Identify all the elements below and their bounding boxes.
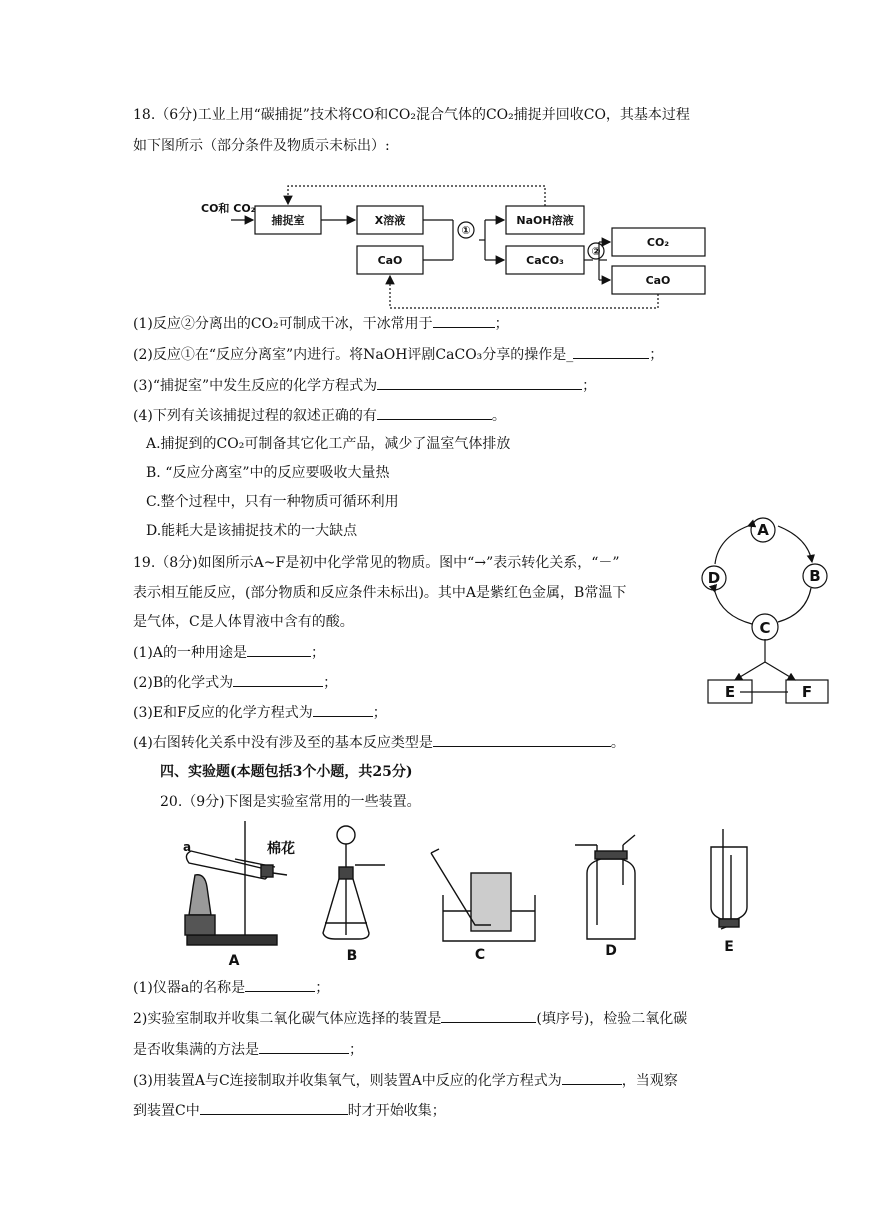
q20-answer-blank-1[interactable] (245, 977, 315, 992)
q18-option-b: B. “反应分离室”中的反应要吸收大量热 (146, 465, 390, 481)
capture-chamber-label: 捕捉室 (271, 214, 305, 227)
q19-part1: (1)A的一种用途是 ； (133, 642, 325, 663)
q18-part2: (2)反应①在“反应分离室”内进行。将NaOH评剧CaCO₃分享的操作是_ ； (133, 344, 663, 365)
q19-answer-blank-2[interactable] (233, 672, 323, 687)
node-e-label: E (724, 683, 736, 701)
step1-label: ① (461, 224, 471, 237)
node-d-label: D (707, 569, 721, 587)
apparatus-c (431, 849, 535, 941)
node-c-label: C (759, 619, 771, 637)
q20-part1: (1)仪器a的名称是 ； (133, 977, 329, 998)
q18-option-c: C.整个过程中，只有一种物质可循环利用 (146, 494, 399, 510)
x-solution-label: X溶液 (374, 214, 406, 227)
q19-stem-line1: 19.（8分)如图所示A~F是初中化学常见的物质。图中“→”表示转化关系，“－” (133, 555, 620, 571)
apparatus-b-label: B (346, 948, 358, 964)
carbon-capture-flow-diagram (195, 180, 715, 315)
co2-output-label: CO₂ (646, 236, 670, 249)
q20-part2-line1: 2)实验室制取并收集二氧化碳气体应选择的装置是 (填序号)，检验二氧化碳 (133, 1008, 687, 1029)
node-f-label: F (801, 683, 813, 701)
q18-option-d: D.能耗大是该捕捉技术的一大缺点 (146, 523, 358, 539)
q19-part4: (4)右图转化关系中没有涉及至的基本反应类型是 。 (133, 732, 625, 753)
lab-apparatus-figure (175, 815, 760, 970)
q20-part3-line1: (3)用装置A与C连接制取并收集氧气，则装置A中反应的化学方程式为 ，当观察 (133, 1070, 678, 1091)
cotton-label: 棉花 (267, 841, 295, 857)
q20-answer-blank-5[interactable] (200, 1100, 348, 1115)
apparatus-d-label: D (605, 943, 617, 959)
apparatus-e-label: E (724, 939, 734, 955)
q19-answer-blank-4[interactable] (433, 732, 611, 747)
input-gas-label: CO和 CO₂ (201, 202, 256, 215)
node-a-label: A (757, 521, 769, 539)
q20-answer-blank-4[interactable] (562, 1070, 622, 1085)
substance-relation-diagram (700, 512, 835, 707)
cao-left-label: CaO (377, 254, 403, 267)
apparatus-c-label: C (474, 947, 486, 963)
node-b-label: B (809, 567, 821, 585)
q18-answer-blank-3[interactable] (377, 375, 582, 390)
section-4-heading: 四、实验题(本题包括3个小题，共25分) (160, 764, 413, 780)
q18-answer-blank-2[interactable] (573, 344, 649, 359)
q19-part2: (2)B的化学式为 ； (133, 672, 337, 693)
q18-part4: (4)下列有关该捕捉过程的叙述正确的有 。 (133, 405, 506, 426)
q18-part1: (1)反应②分离出的CO₂可制成干冰，干冰常用于 ； (133, 313, 509, 334)
apparatus-d (575, 835, 635, 939)
q19-stem-line3: 是气体，C是人体胃液中含有的酸。 (133, 614, 354, 630)
cao-output-label: CaO (645, 274, 671, 287)
q18-answer-blank-4[interactable] (377, 405, 492, 420)
apparatus-a (185, 821, 287, 945)
instrument-a-label: a (183, 840, 192, 854)
q20-answer-blank-2[interactable] (441, 1008, 536, 1023)
caco3-label: CaCO₃ (526, 254, 564, 267)
apparatus-a-label: A (228, 953, 240, 969)
q18-option-a: A.捕捉到的CO₂可制备其它化工产品，减少了温室气体排放 (146, 436, 511, 452)
q20-part3-line2: 到装置C中 时才开始收集； (133, 1100, 446, 1121)
q18-part3: (3)“捕捉室”中发生反应的化学方程式为 ； (133, 375, 596, 396)
apparatus-b (323, 826, 385, 939)
q18-stem-line1: 18.（6分)工业上用“碳捕捉”技术将CO和CO₂混合气体的CO₂捕捉并回收CO，其基本过程 (133, 107, 690, 123)
q19-answer-blank-1[interactable] (247, 642, 311, 657)
q19-answer-blank-3[interactable] (313, 702, 373, 717)
q20-answer-blank-3[interactable] (259, 1039, 349, 1054)
q19-stem-line2: 表示相互能反应，(部分物质和反应条件未标出)。其中A是紫红色金属，B常温下 (133, 585, 627, 601)
naoh-label: NaOH溶液 (516, 214, 574, 227)
step2-label: ② (591, 245, 601, 258)
q19-part3: (3)E和F反应的化学方程式为 ； (133, 702, 387, 723)
apparatus-e (711, 829, 747, 929)
q20-part2-line2: 是否收集满的方法是 ； (133, 1039, 363, 1060)
q18-stem-line2: 如下图所示（部分条件及物质示未标出）: (133, 138, 390, 154)
q20-stem: 20.（9分)下图是实验室常用的一些装置。 (160, 794, 421, 810)
q18-answer-blank-1[interactable] (433, 313, 495, 328)
